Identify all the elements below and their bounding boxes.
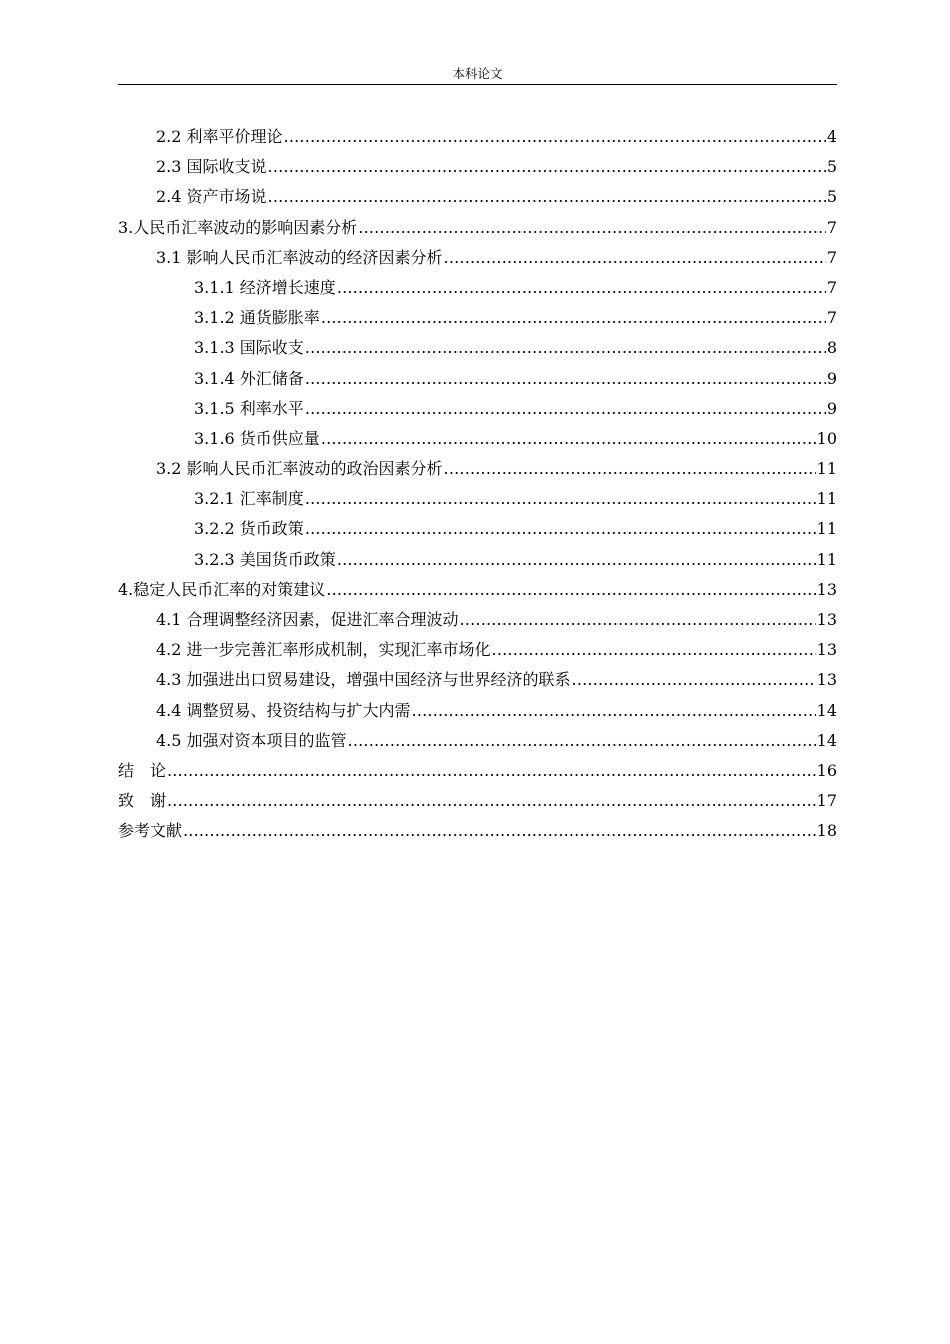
toc-entry-title: 4.2 进一步完善汇率形成机制，实现汇率市场化 (156, 640, 491, 660)
toc-page-number: 7 (826, 308, 837, 328)
toc-entry[interactable] (118, 394, 837, 424)
toc-page-number: 16 (816, 760, 837, 780)
toc-dot-leader (268, 182, 826, 212)
toc-entry[interactable] (118, 756, 837, 786)
toc-entry[interactable] (118, 122, 837, 152)
toc-entry[interactable] (118, 726, 837, 756)
toc-entry[interactable] (118, 696, 837, 726)
toc-entry[interactable] (118, 364, 837, 394)
toc-entry-title: 3.2 影响人民币汇率波动的政治因素分析 (156, 459, 443, 479)
toc-entry[interactable] (118, 152, 837, 182)
toc-dot-leader (268, 152, 826, 182)
toc-page-number: 5 (826, 157, 837, 177)
toc-dot-leader (444, 454, 816, 484)
toc-entry[interactable] (118, 786, 837, 816)
toc-page-number: 7 (826, 217, 837, 237)
toc-entry[interactable] (118, 635, 837, 665)
toc-entry[interactable] (118, 665, 837, 695)
toc-entry-title: 3.1.4 外汇储备 (194, 368, 304, 388)
toc-entry-title: 3.1.2 通货膨胀率 (194, 308, 320, 328)
toc-entry-title: 致 谢 (118, 791, 167, 811)
toc-page-number: 14 (816, 730, 837, 750)
toc-entry-title: 3.2.2 货币政策 (194, 519, 304, 539)
toc-dot-leader (412, 696, 816, 726)
toc-page-number: 13 (816, 640, 837, 660)
toc-entry[interactable] (118, 424, 837, 454)
toc-dot-leader (305, 514, 816, 544)
toc-dot-leader (305, 333, 826, 363)
toc-dot-leader (337, 545, 816, 575)
toc-entry[interactable] (118, 605, 837, 635)
toc-page-number: 13 (816, 579, 837, 599)
toc-entry-title: 4.5 加强对资本项目的监管 (156, 730, 347, 750)
toc-entry[interactable] (118, 333, 837, 363)
toc-entry[interactable] (118, 273, 837, 303)
toc-entry[interactable] (118, 816, 837, 846)
toc-page-number: 7 (826, 247, 837, 267)
toc-dot-leader (444, 243, 826, 273)
header-divider (118, 84, 837, 85)
toc-dot-leader (572, 665, 816, 695)
toc-entry[interactable] (118, 575, 837, 605)
toc-entry[interactable] (118, 243, 837, 273)
toc-page-number: 9 (826, 398, 837, 418)
toc-page-number: 11 (816, 519, 837, 539)
toc-dot-leader (492, 635, 816, 665)
toc-dot-leader (167, 786, 816, 816)
toc-page-number: 13 (816, 670, 837, 690)
toc-entry-title: 4.稳定人民币汇率的对策建议 (118, 579, 326, 599)
toc-page-number: 4 (826, 127, 837, 146)
toc-page-number: 10 (816, 428, 837, 448)
toc-dot-leader (337, 273, 826, 303)
toc-entry-title: 2.3 国际收支说 (156, 157, 267, 177)
toc-entry-title: 3.1.6 货币供应量 (194, 428, 320, 448)
toc-page-number: 17 (816, 791, 837, 811)
toc-entry[interactable] (118, 454, 837, 484)
toc-dot-leader (326, 575, 815, 605)
toc-page-number: 18 (816, 821, 837, 841)
toc-entry-title: 3.1.3 国际收支 (194, 338, 304, 358)
page-header: 本科论文 (452, 66, 503, 81)
toc-entry-title: 3.人民币汇率波动的影响因素分析 (118, 217, 358, 237)
toc-dot-leader (167, 756, 816, 786)
toc-page-number: 5 (826, 187, 837, 207)
toc-entry[interactable] (118, 484, 837, 514)
toc-entry-title: 3.2.1 汇率制度 (194, 489, 304, 509)
toc-page-number: 11 (816, 459, 837, 479)
toc-entry-title: 4.1 合理调整经济因素，促进汇率合理波动 (156, 610, 459, 629)
toc-page-number: 14 (816, 700, 837, 720)
toc-entry[interactable] (118, 545, 837, 575)
toc-entry-title: 3.1 影响人民币汇率波动的经济因素分析 (156, 247, 443, 267)
toc-dot-leader (305, 394, 826, 424)
toc-dot-leader (321, 424, 816, 454)
toc-dot-leader (183, 816, 816, 846)
toc-dot-leader (305, 484, 816, 514)
toc-entry[interactable] (118, 514, 837, 544)
toc-dot-leader (321, 303, 826, 333)
toc-entry-title: 4.3 加强进出口贸易建设，增强中国经济与世界经济的联系 (156, 670, 571, 690)
toc-page-number: 11 (816, 489, 837, 509)
toc-page-number: 9 (826, 368, 837, 388)
toc-entry-title: 3.2.3 美国货币政策 (194, 549, 336, 569)
toc-page-number: 11 (816, 549, 837, 569)
toc-dot-leader (358, 213, 826, 243)
toc-page-number: 8 (826, 338, 837, 358)
toc-entry[interactable] (118, 182, 837, 212)
toc-dot-leader (305, 364, 826, 394)
toc-entry-title: 3.1.5 利率水平 (194, 398, 304, 418)
toc-dot-leader (348, 726, 816, 756)
toc-dot-leader (460, 605, 816, 635)
toc-page-number: 13 (816, 610, 837, 629)
toc-entry-title: 4.4 调整贸易、投资结构与扩大内需 (156, 700, 411, 720)
toc-entry-title: 结 论 (118, 760, 167, 780)
toc-page-number: 7 (826, 277, 837, 297)
toc-dot-leader (284, 122, 826, 152)
table-of-contents (118, 122, 837, 847)
toc-entry-title: 3.1.1 经济增长速度 (194, 277, 336, 297)
toc-entry-title: 2.4 资产市场说 (156, 187, 267, 207)
toc-entry[interactable] (118, 303, 837, 333)
toc-entry-title: 参考文献 (118, 821, 183, 841)
toc-entry[interactable] (118, 213, 837, 243)
toc-entry-title: 2.2 利率平价理论 (156, 127, 283, 146)
